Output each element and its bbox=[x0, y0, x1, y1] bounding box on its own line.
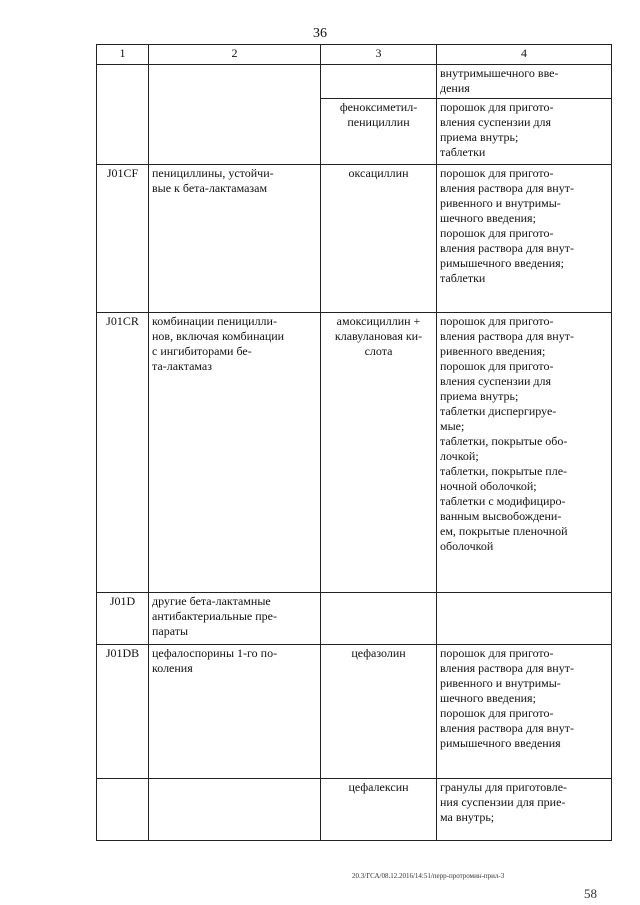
group-line: вые к бета-лактамазам bbox=[152, 181, 268, 195]
dosage-form-line: таблетки с модифициро- bbox=[440, 494, 566, 508]
dosage-form-line: таблетки, покрытые пле- bbox=[440, 464, 568, 478]
group-cell bbox=[149, 779, 321, 841]
table-header-row bbox=[97, 45, 612, 65]
dosage-form-line: шечного введения; bbox=[440, 691, 536, 705]
dosage-form-line: вления суспензии для bbox=[440, 115, 552, 129]
table-row bbox=[97, 165, 612, 313]
atc-code-cell bbox=[97, 779, 149, 841]
group-line: комбинации пеницилли- bbox=[152, 314, 277, 328]
dosage-form-line: порошок для пригото- bbox=[440, 166, 554, 180]
group-cell bbox=[149, 645, 321, 779]
dosage-form-line: приема внутрь; bbox=[440, 389, 519, 403]
dosage-forms-cell bbox=[437, 313, 612, 593]
header-col-4: 4 bbox=[437, 45, 612, 65]
dosage-form-line: вления раствора для внут- bbox=[440, 661, 574, 675]
dosage-form-line: дения bbox=[440, 81, 470, 95]
header-col-2: 2 bbox=[149, 45, 321, 65]
table-row bbox=[97, 593, 612, 645]
group-cell bbox=[149, 165, 321, 313]
dosage-form-line: порошок для пригото- bbox=[440, 359, 554, 373]
dosage-forms-cell bbox=[437, 99, 612, 165]
dosage-form-line: ривенного и внутримы- bbox=[440, 676, 561, 690]
drug-name-cell bbox=[321, 645, 437, 779]
dosage-form-line: мые; bbox=[440, 419, 465, 433]
dosage-form-line: ем, покрытые пленочной bbox=[440, 524, 568, 538]
dosage-form-line: порошок для пригото- bbox=[440, 100, 554, 114]
dosage-forms-cell bbox=[437, 165, 612, 313]
drug-name-cell bbox=[321, 779, 437, 841]
drug-line: клавулановая ки- bbox=[334, 329, 423, 343]
dosage-form-line: таблетки, покрытые обо- bbox=[440, 434, 568, 448]
table-row bbox=[97, 779, 612, 841]
drug-name-cell bbox=[321, 593, 437, 645]
group-line: параты bbox=[152, 624, 189, 638]
dosage-form-line: гранулы для приготовле- bbox=[440, 780, 568, 794]
dosage-form-line: таблетки bbox=[440, 145, 486, 159]
drug-line: пенициллин bbox=[347, 115, 410, 129]
atc-code-cell: J01CR bbox=[97, 313, 149, 593]
dosage-form-line: ночной оболочкой; bbox=[440, 479, 537, 493]
dosage-forms-cell bbox=[437, 65, 612, 99]
dosage-forms-cell bbox=[437, 593, 612, 645]
atc-code-cell bbox=[97, 65, 149, 165]
header-col-3: 3 bbox=[321, 45, 437, 65]
drug-name-cell bbox=[321, 99, 437, 165]
dosage-form-line: ривенного и внутримы- bbox=[440, 196, 561, 210]
dosage-form-line: шечного введения; bbox=[440, 211, 536, 225]
drug-line: цефалексин bbox=[348, 780, 409, 794]
drug-line: цефазолин bbox=[351, 646, 406, 660]
dosage-form-line: таблетки bbox=[440, 271, 486, 285]
table-row bbox=[97, 645, 612, 779]
dosage-form-line: таблетки диспергируе- bbox=[440, 404, 557, 418]
drug-name-cell bbox=[321, 65, 437, 99]
group-line: с ингибиторами бе- bbox=[152, 344, 252, 358]
dosage-form-line: лочкой; bbox=[440, 449, 479, 463]
dosage-form-line: вления раствора для внут- bbox=[440, 721, 574, 735]
dosage-forms-cell bbox=[437, 779, 612, 841]
dosage-form-line: оболочкой bbox=[440, 539, 494, 553]
group-line: коления bbox=[152, 661, 193, 675]
dosage-form-line: ванным высвобождени- bbox=[440, 509, 562, 523]
dosage-form-line: порошок для пригото- bbox=[440, 226, 554, 240]
drug-name-cell bbox=[321, 313, 437, 593]
group-line: цефалоспорины 1-го по- bbox=[152, 646, 278, 660]
dosage-form-line: вления раствора для внут- bbox=[440, 329, 574, 343]
dosage-form-line: римышечного введения; bbox=[440, 256, 564, 270]
dosage-form-line: порошок для пригото- bbox=[440, 314, 554, 328]
atc-code-cell: J01CF bbox=[97, 165, 149, 313]
table-row bbox=[97, 65, 612, 99]
dosage-form-line: порошок для пригото- bbox=[440, 706, 554, 720]
dosage-form-line: ривенного введения; bbox=[440, 344, 546, 358]
group-line: та-лактамаз bbox=[152, 359, 212, 373]
footer-meta: 20.3/ГСА/08.12.2016/14:51/перр-протромин-прил-3 bbox=[352, 872, 505, 880]
atc-code-cell: J01DB bbox=[97, 645, 149, 779]
dosage-form-line: приема внутрь; bbox=[440, 130, 519, 144]
drug-line: слота bbox=[364, 344, 393, 358]
drug-name-cell bbox=[321, 165, 437, 313]
sheet-number: 58 bbox=[584, 886, 597, 901]
table-row bbox=[97, 313, 612, 593]
group-line: пенициллины, устойчи- bbox=[152, 166, 274, 180]
group-line: другие бета-лактамные bbox=[152, 594, 271, 608]
group-line: антибактериальные пре- bbox=[152, 609, 277, 623]
header-col-1: 1 bbox=[97, 45, 149, 65]
dosage-form-line: вления раствора для внут- bbox=[440, 241, 574, 255]
page-number: 36 bbox=[313, 26, 327, 41]
group-cell bbox=[149, 313, 321, 593]
group-cell bbox=[149, 593, 321, 645]
group-cell bbox=[149, 65, 321, 165]
drug-line: оксациллин bbox=[348, 166, 409, 180]
dosage-form-line: внутримышечного вве- bbox=[440, 66, 559, 80]
atc-code-cell: J01D bbox=[97, 593, 149, 645]
drug-line: феноксиметил- bbox=[339, 100, 418, 114]
dosage-form-line: ния суспензии для прие- bbox=[440, 795, 566, 809]
dosage-forms-cell bbox=[437, 645, 612, 779]
drug-line: амоксициллин + bbox=[336, 314, 421, 328]
dosage-form-line: вления суспензии для bbox=[440, 374, 552, 388]
group-line: нов, включая комбинации bbox=[152, 329, 285, 343]
drug-table bbox=[96, 44, 612, 841]
dosage-form-line: римышечного введения bbox=[440, 736, 561, 750]
dosage-form-line: ма внутрь; bbox=[440, 810, 495, 824]
dosage-form-line: порошок для пригото- bbox=[440, 646, 554, 660]
dosage-form-line: вления раствора для внут- bbox=[440, 181, 574, 195]
